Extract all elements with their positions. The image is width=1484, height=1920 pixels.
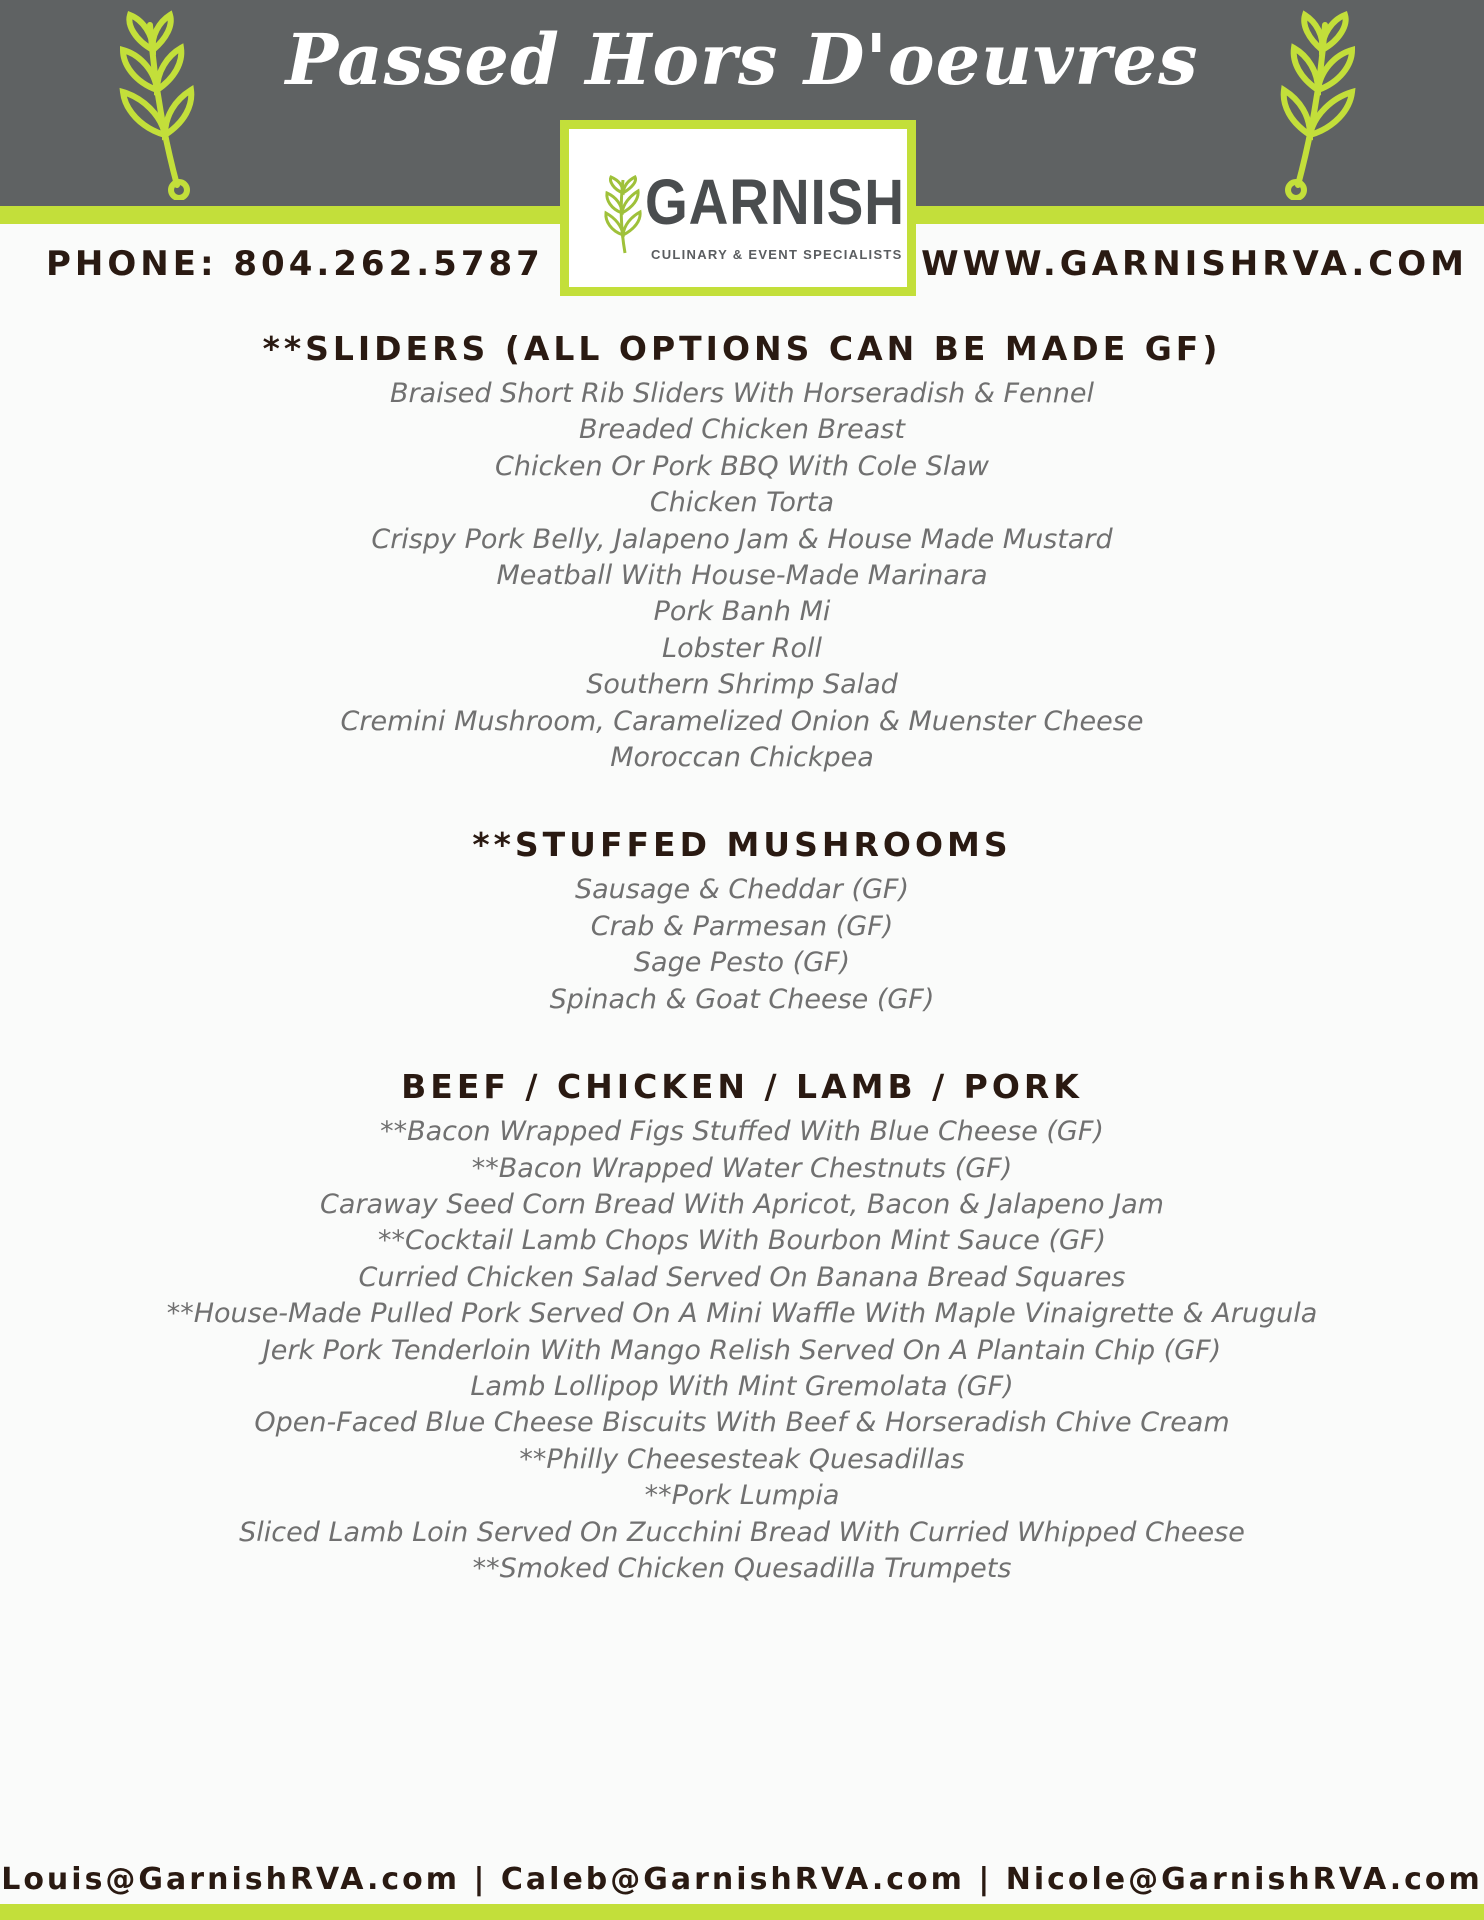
menu-item: Southern Shrimp Salad: [586, 669, 898, 701]
website-link[interactable]: WWW.GARNISHRVA.COM: [921, 244, 1468, 284]
menu-item: **Bacon Wrapped Water Chestnuts (GF): [471, 1152, 1013, 1184]
menu-item: Sage Pesto (GF): [633, 947, 851, 979]
logo: [560, 120, 916, 296]
menu-item: **Philly Cheesesteak Quesadillas: [519, 1443, 965, 1475]
menu-item: Chicken Or Pork BBQ With Cole Slaw: [494, 450, 989, 482]
phone-number: PHONE: 804.262.5787: [46, 244, 544, 284]
footer-accent-line: [0, 1904, 1484, 1920]
menu-item: Braised Short Rib Sliders With Horseradish & Fennel: [390, 378, 1094, 409]
menu-item: **Cocktail Lamb Chops With Bourbon Mint Sauce (GF): [378, 1225, 1106, 1257]
menu-item: **Bacon Wrapped Figs Stuffed With Blue Cheese (GF): [380, 1116, 1104, 1148]
section-title: BEEF / CHICKEN / LAMB / PORK: [401, 1067, 1083, 1107]
menu-item: Meatball With House-Made Marinara: [496, 560, 988, 592]
menu-section-meats: [0, 1064, 1484, 1587]
menu-item: Sliced Lamb Loin Served On Zucchini Bread With Curried Whipped Cheese: [239, 1516, 1245, 1548]
section-title: **SLIDERS (ALL OPTIONS CAN BE MADE GF): [262, 329, 1222, 368]
menu-item: Crispy Pork Belly, Jalapeno Jam & House Made Mustard: [371, 523, 1113, 555]
menu-item: Chicken Torta: [649, 487, 835, 519]
menu-item: Breaded Chicken Breast: [579, 414, 905, 446]
menu-item: Spinach & Goat Cheese (GF): [549, 983, 935, 1015]
menu-item: Sausage & Cheddar (GF): [575, 874, 909, 906]
menu-item: Lamb Lollipop With Mint Gremolata (GF): [470, 1370, 1014, 1402]
menu-section-stuffed-mushrooms: [0, 822, 1484, 1018]
menu-item: **Smoked Chicken Quesadilla Trumpets: [472, 1552, 1012, 1584]
logo-tagline: CULINARY & EVENT SPECIALISTS: [651, 247, 903, 262]
menu-item: Crab & Parmesan (GF): [590, 910, 894, 942]
menu-item: Moroccan Chickpea: [610, 742, 874, 774]
page-title: Passed Hors D'oeuvres: [285, 18, 1199, 101]
menu-item: Jerk Pork Tenderloin With Mango Relish Served On A Plantain Chip (GF): [262, 1334, 1222, 1366]
section-title: **STUFFED MUSHROOMS: [472, 825, 1012, 865]
menu-item: Pork Banh Mi: [653, 596, 831, 628]
footer-emails[interactable]: Louis@GarnishRVA.com | Caleb@GarnishRVA.com | Nicole@GarnishRVA.com: [1, 1862, 1483, 1897]
menu-item: Curried Chicken Salad Served On Banana Bread Squares: [358, 1261, 1126, 1293]
menu-item: **Pork Lumpia: [644, 1480, 840, 1512]
leaf-logo-icon: [603, 175, 643, 255]
logo-panel: [569, 129, 907, 287]
menu-item: Lobster Roll: [662, 632, 822, 664]
menu-content: [0, 326, 1484, 1633]
logo-wordmark: GARNISH: [645, 166, 905, 238]
menu-section-sliders: [0, 326, 1484, 776]
menu-item: **House-Made Pulled Pork Served On A Mini Waffle With Maple Vinaigrette & Arugula: [166, 1298, 1318, 1330]
menu-item: Cremini Mushroom, Caramelized Onion & Muenster Cheese: [340, 705, 1144, 737]
menu-item: Open-Faced Blue Cheese Biscuits With Beef & Horseradish Chive Cream: [254, 1407, 1230, 1439]
menu-item: Caraway Seed Corn Bread With Apricot, Bacon & Jalapeno Jam: [320, 1188, 1164, 1220]
